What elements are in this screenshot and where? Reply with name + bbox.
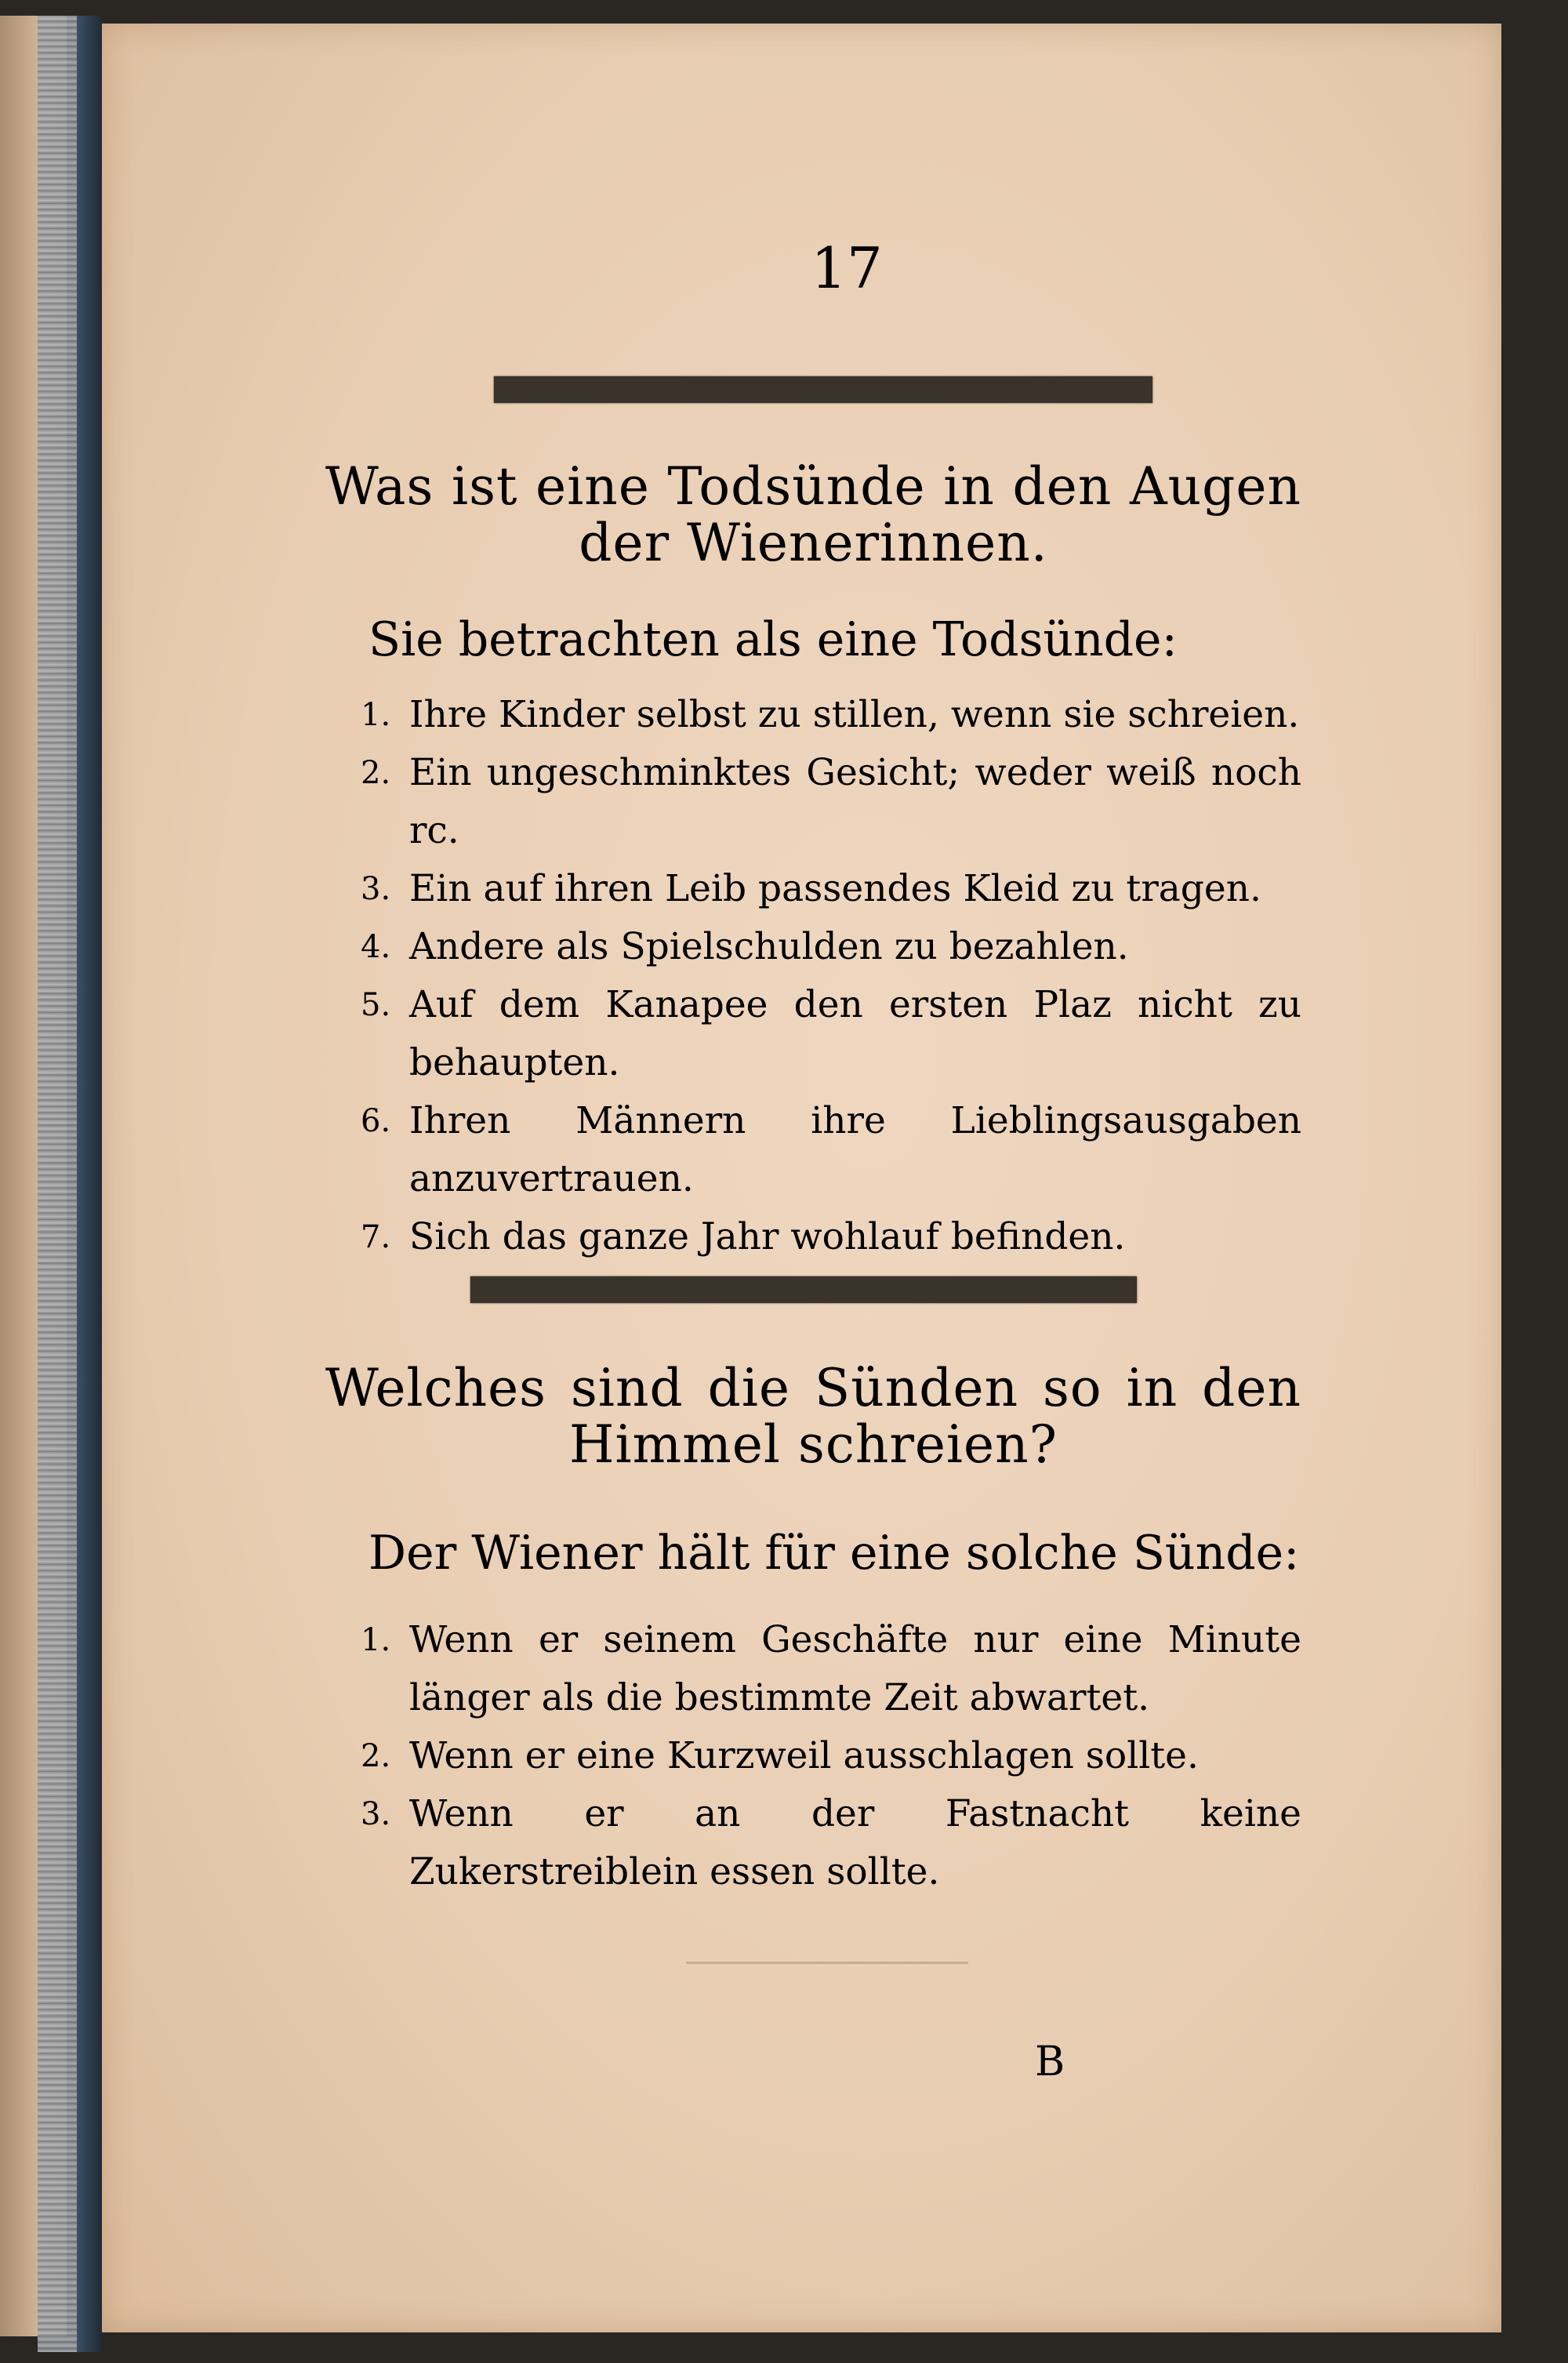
item-number: 5. [361,987,391,1023]
faint-rule [686,1962,968,1964]
item-number: 7. [361,1219,391,1255]
item-text: Ein auf ihren Leib passendes Kleid zu tragen. [409,867,1261,910]
item-text: Ein ungeschminktes Gesicht; weder weiß noch rc. [409,751,1301,852]
item-number: 2. [361,1738,391,1774]
section-2-subhead: Der Wiener hält für eine solche Sünde: [368,1526,1300,1581]
book-spine-binding [77,16,102,2352]
item-text: Andere als Spielschulden zu bezahlen. [409,925,1129,968]
list-item [361,976,1301,1092]
page-number: 17 [811,235,883,301]
section-1-list [361,686,1301,1266]
item-number: 4. [361,929,391,965]
list-item [361,860,1301,918]
item-number: 2. [361,755,391,791]
list-item [361,686,1301,744]
item-text: Wenn er eine Kurzweil ausschlagen sollte. [409,1734,1199,1777]
item-text: Wenn er an der Fastnacht keine Zukerstreiblein essen sollte. [409,1792,1301,1893]
item-number: 3. [361,871,391,907]
list-item [361,918,1301,976]
list-item [361,1092,1301,1208]
section-1-question: Was ist eine Todsünde in den Augen der Wienerinnen. [325,456,1301,573]
item-number: 3. [361,1796,391,1832]
list-item [361,1611,1301,1727]
section-2-question: Welches sind die Sünden so in den Himmel schreien? [325,1358,1301,1475]
list-item [361,1727,1301,1785]
item-number: 1. [361,1622,391,1658]
signature-mark: B [1035,2038,1065,2085]
item-number: 6. [361,1103,391,1139]
item-text: Auf dem Kanapee den ersten Plaz nicht zu behaupten. [409,983,1301,1084]
list-item [361,1785,1301,1901]
list-item [361,744,1301,860]
item-number: 1. [361,697,391,733]
item-text: Sich das ganze Jahr wohlauf befinden. [409,1215,1126,1258]
item-text: Ihren Männern ihre Lieblingsausgaben anzuvertrauen. [409,1099,1301,1200]
section-2-list [361,1611,1301,1901]
section-1-subhead: Sie betrachten als eine Todsünde: [368,612,1178,667]
section-divider [470,1276,1137,1303]
list-item [361,1208,1301,1266]
section-divider [494,376,1152,403]
item-text: Wenn er seinem Geschäfte nur eine Minute länger als die bestimmte Zeit abwartet. [409,1618,1301,1719]
item-text: Ihre Kinder selbst zu stillen, wenn sie schreien. [409,693,1300,736]
